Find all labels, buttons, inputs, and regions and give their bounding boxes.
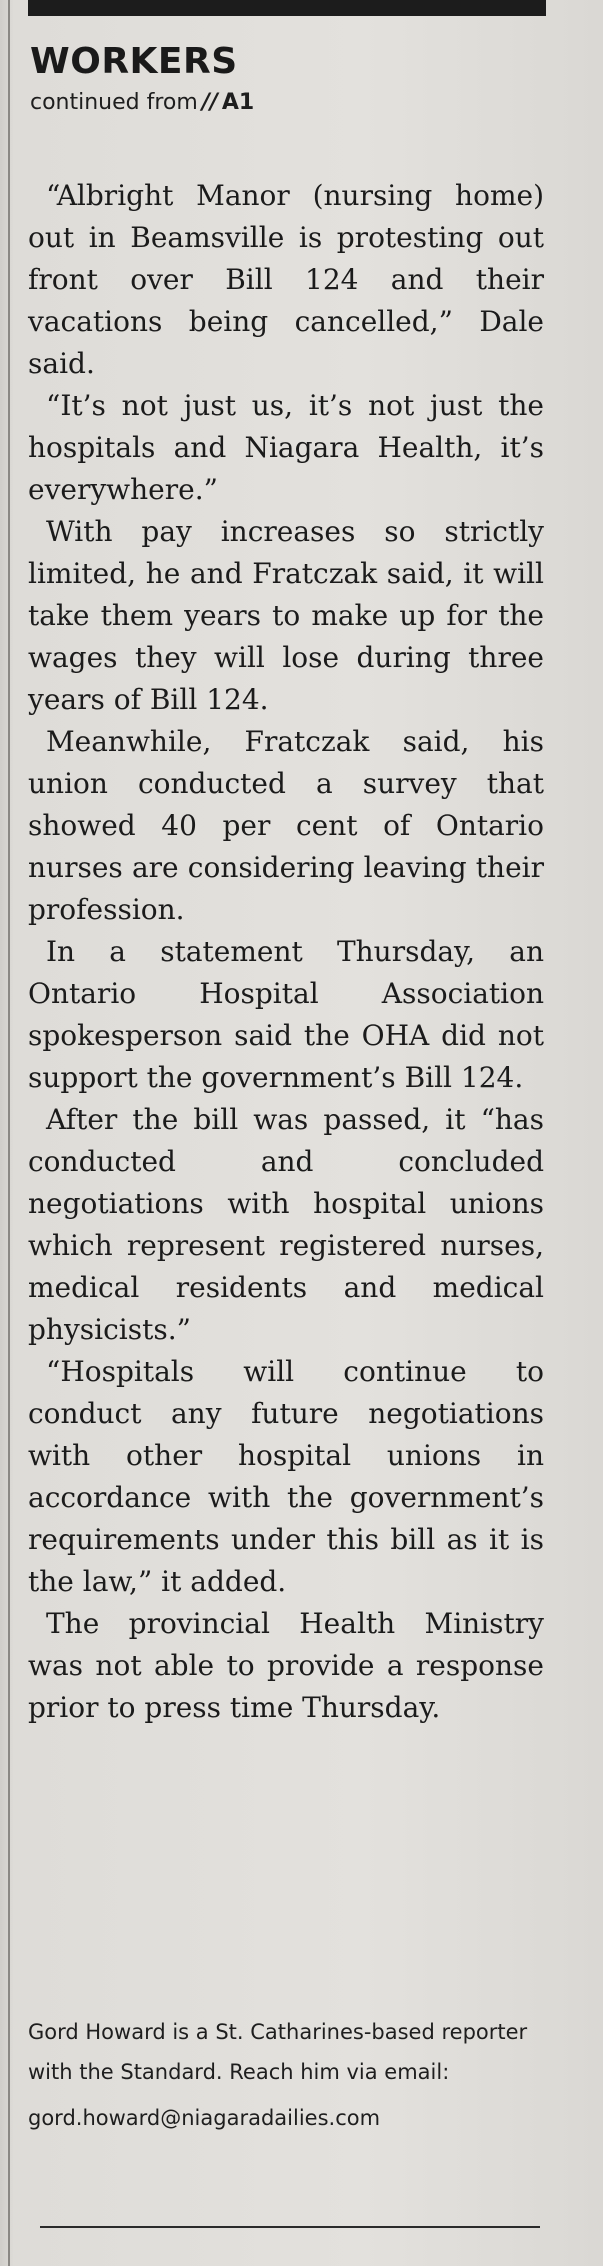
jump-slashes: // [201,90,218,115]
jump-prefix: continued from [30,90,198,115]
paragraph: “Albright Manor (nursing home) out in Beamsville is protesting out front over Bill 124 and their vacations being cancelled,” Dale said. [28,179,544,380]
author-bio [28,2012,544,2138]
paragraph: “Hospitals will continue to conduct any future negotiations with other hospital unions in accordance with the government’s requirements under this bill as it is the law,” it added. [28,1355,544,1598]
paragraph: The provincial Health Ministry was not able to provide a response prior to press time Thursday. [28,1607,544,1724]
top-rule [28,0,546,16]
column-rule [8,0,10,2266]
paragraph: In a statement Thursday, an Ontario Hospital Association spokesperson said the OHA did not support the government’s Bill 124. [28,935,544,1094]
article-body [28,175,544,1729]
jump-line [30,88,550,118]
kicker-headline: WORKERS [30,41,238,82]
paragraph: After the bill was passed, it “has conducted and concluded negotiations with hospital unions which represent registered nurses, medical residents and medical physicists.” [28,1103,544,1346]
author-bio-text: Gord Howard is a St. Catharines-based reporter with the Standard. Reach him via email: [28,2020,528,2084]
paragraph: “It’s not just us, it’s not just the hospitals and Niagara Health, it’s everywhere.” [28,389,544,506]
author-email: gord.howard@niagaradailies.com [28,2106,381,2130]
jump-page-ref: A1 [221,90,255,115]
article-header [30,40,550,118]
paragraph: Meanwhile, Fratczak said, his union conducted a survey that showed 40 per cent of Ontario nurses are considering leaving their profession. [28,725,544,926]
paragraph: With pay increases so strictly limited, he and Fratczak said, it will take them years to make up for the wages they will lose during three years of Bill 124. [28,515,544,716]
bottom-rule [40,2226,540,2228]
